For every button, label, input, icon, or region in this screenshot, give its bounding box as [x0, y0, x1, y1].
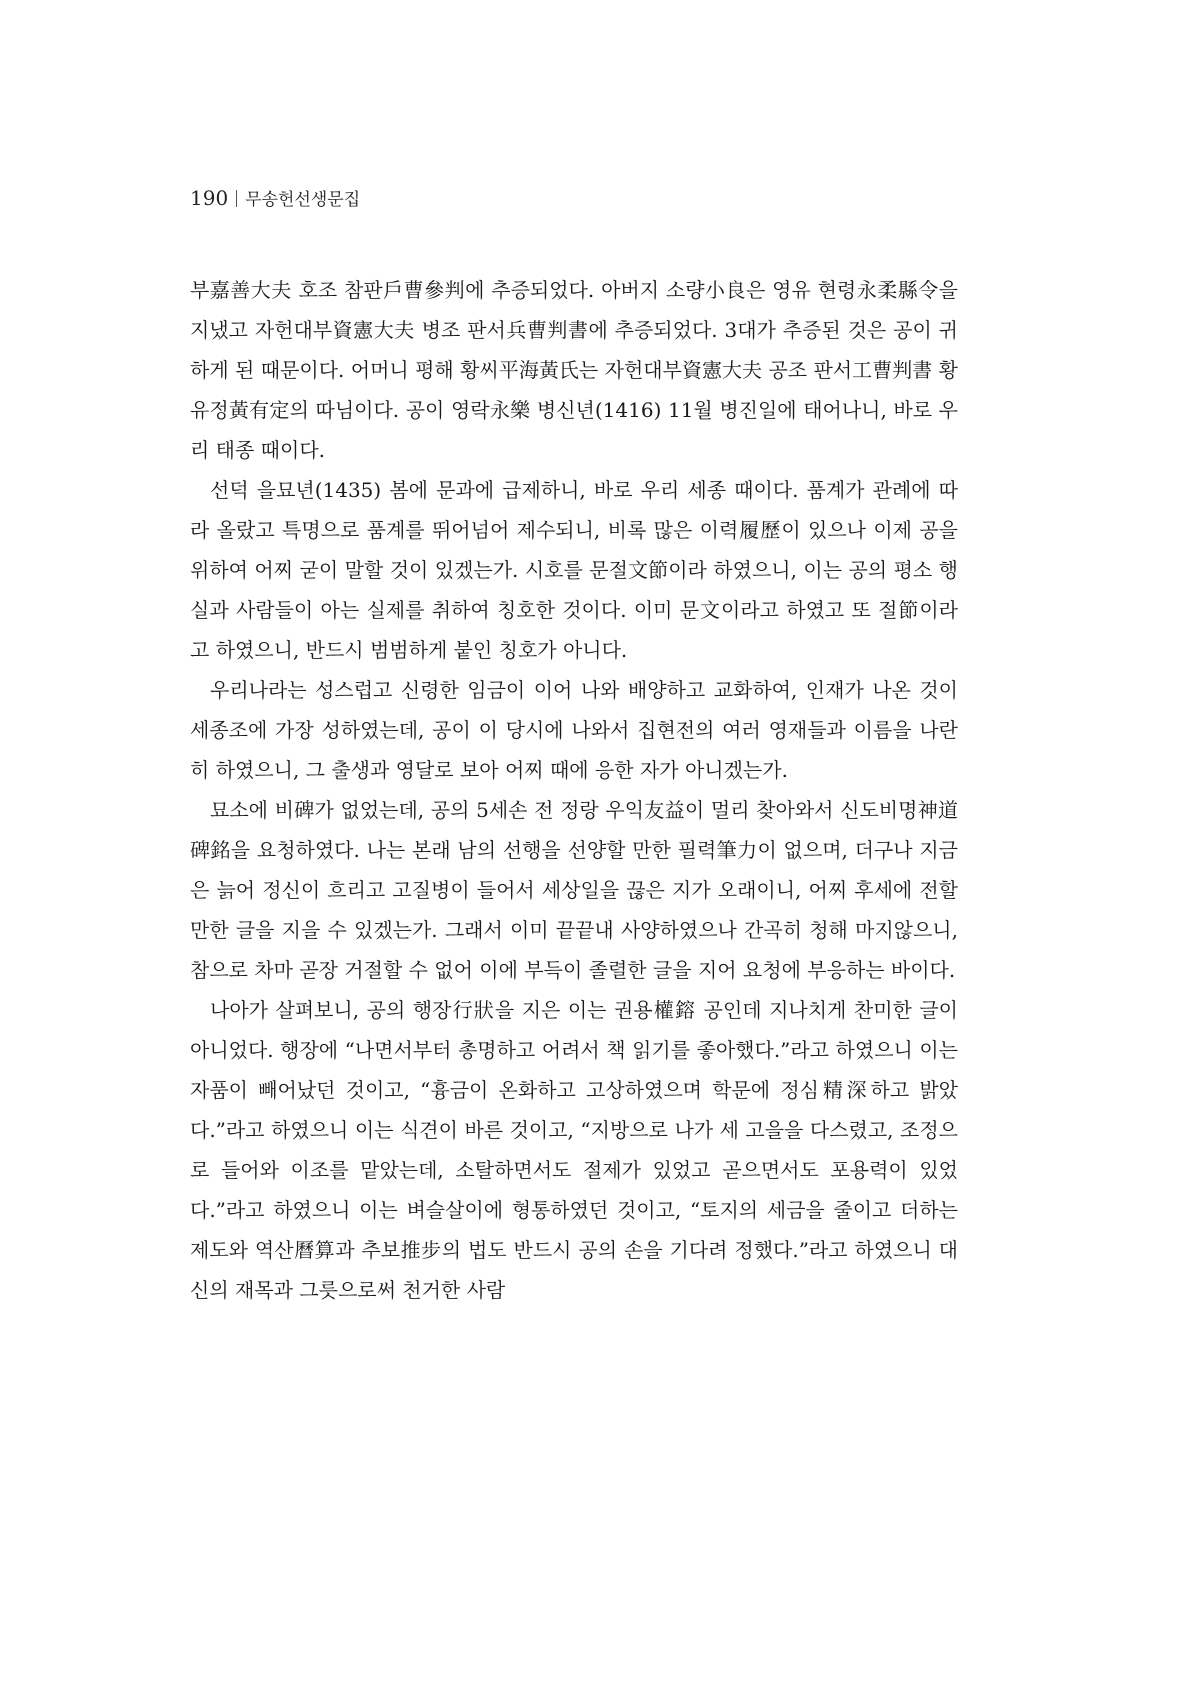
paragraph-5: 나아가 살펴보니, 공의 행장行狀을 지은 이는 권용權鎔 공인데 지나치게 찬미한 글이 아니었다. 행장에 “나면서부터 총명하고 어려서 책 읽기를 좋아했다.”라고 하였으니 이는 자품이 빼어났던 것이고, “흉금이 온화하고 고상하였으며 학문에 정심精深하고 밝았다.”라고 하였으니 이는 식견이 바른 것이고, “지방으로 나가 세 고을을 다스렸고, 조정으로 들어와 이조를 맡았는데, 소탈하면서도 절제가 있었고 곧으면서도 포용력이 있었다.”라고 하였으니 이는 벼슬살이에 형통하였던 것이고, “토지의 세금을 줄이고 더하는 제도와 역산曆算과 추보推步의 법도 반드시 공의 손을 기다려 정했다.”라고 하였으니 대신의 재목과 그릇으로써 천거한 사람 [190, 998, 958, 1302]
running-header [190, 184, 360, 214]
book-title: 무송헌선생문집 [245, 190, 361, 210]
page-number: 190 [190, 186, 229, 210]
paragraph-1: 부嘉善大夫 호조 참판戶曹參判에 추증되었다. 아버지 소량小良은 영유 현령永柔縣令을 지냈고 자헌대부資憲大夫 병조 판서兵曹判書에 추증되었다. 3대가 추증된 것은 공이 귀하게 된 때문이다. 어머니 평해 황씨平海黃氏는 자헌대부資憲大夫 공조 판서工曹判書 황유정黃有定의 따님이다. 공이 영락永樂 병신년(1416) 11월 병진일에 태어나니, 바로 우리 태종 때이다. [190, 278, 958, 462]
paragraph-2: 선덕 을묘년(1435) 봄에 문과에 급제하니, 바로 우리 세종 때이다. 품계가 관례에 따라 올랐고 특명으로 품계를 뛰어넘어 제수되니, 비록 많은 이력履歷이 있으나 이제 공을 위하여 어찌 굳이 말할 것이 있겠는가. 시호를 문절文節이라 하였으니, 이는 공의 평소 행실과 사람들이 아는 실제를 취하여 칭호한 것이다. 이미 문文이라고 하였고 또 절節이라고 하였으니, 반드시 범범하게 붙인 칭호가 아니다. [190, 478, 958, 662]
paragraph-3: 우리나라는 성스럽고 신령한 임금이 이어 나와 배양하고 교화하여, 인재가 나온 것이 세종조에 가장 성하였는데, 공이 이 당시에 나와서 집현전의 여러 영재들과 이름을 나란히 하였으니, 그 출생과 영달로 보아 어찌 때에 응한 자가 아니겠는가. [190, 678, 958, 782]
body-text [190, 270, 958, 1310]
paragraph-4: 묘소에 비碑가 없었는데, 공의 5세손 전 정랑 우익友益이 멀리 찾아와서 신도비명神道碑銘을 요청하였다. 나는 본래 남의 선행을 선양할 만한 필력筆力이 없으며, 더구나 지금은 늙어 정신이 흐리고 고질병이 들어서 세상일을 끊은 지가 오래이니, 어찌 후세에 전할 만한 글을 지을 수 있겠는가. 그래서 이미 끝끝내 사양하였으나 간곡히 청해 마지않으니, 참으로 차마 곧장 거절할 수 없어 이에 부득이 졸렬한 글을 지어 요청에 부응하는 바이다. [190, 798, 958, 982]
header-divider [236, 190, 237, 207]
